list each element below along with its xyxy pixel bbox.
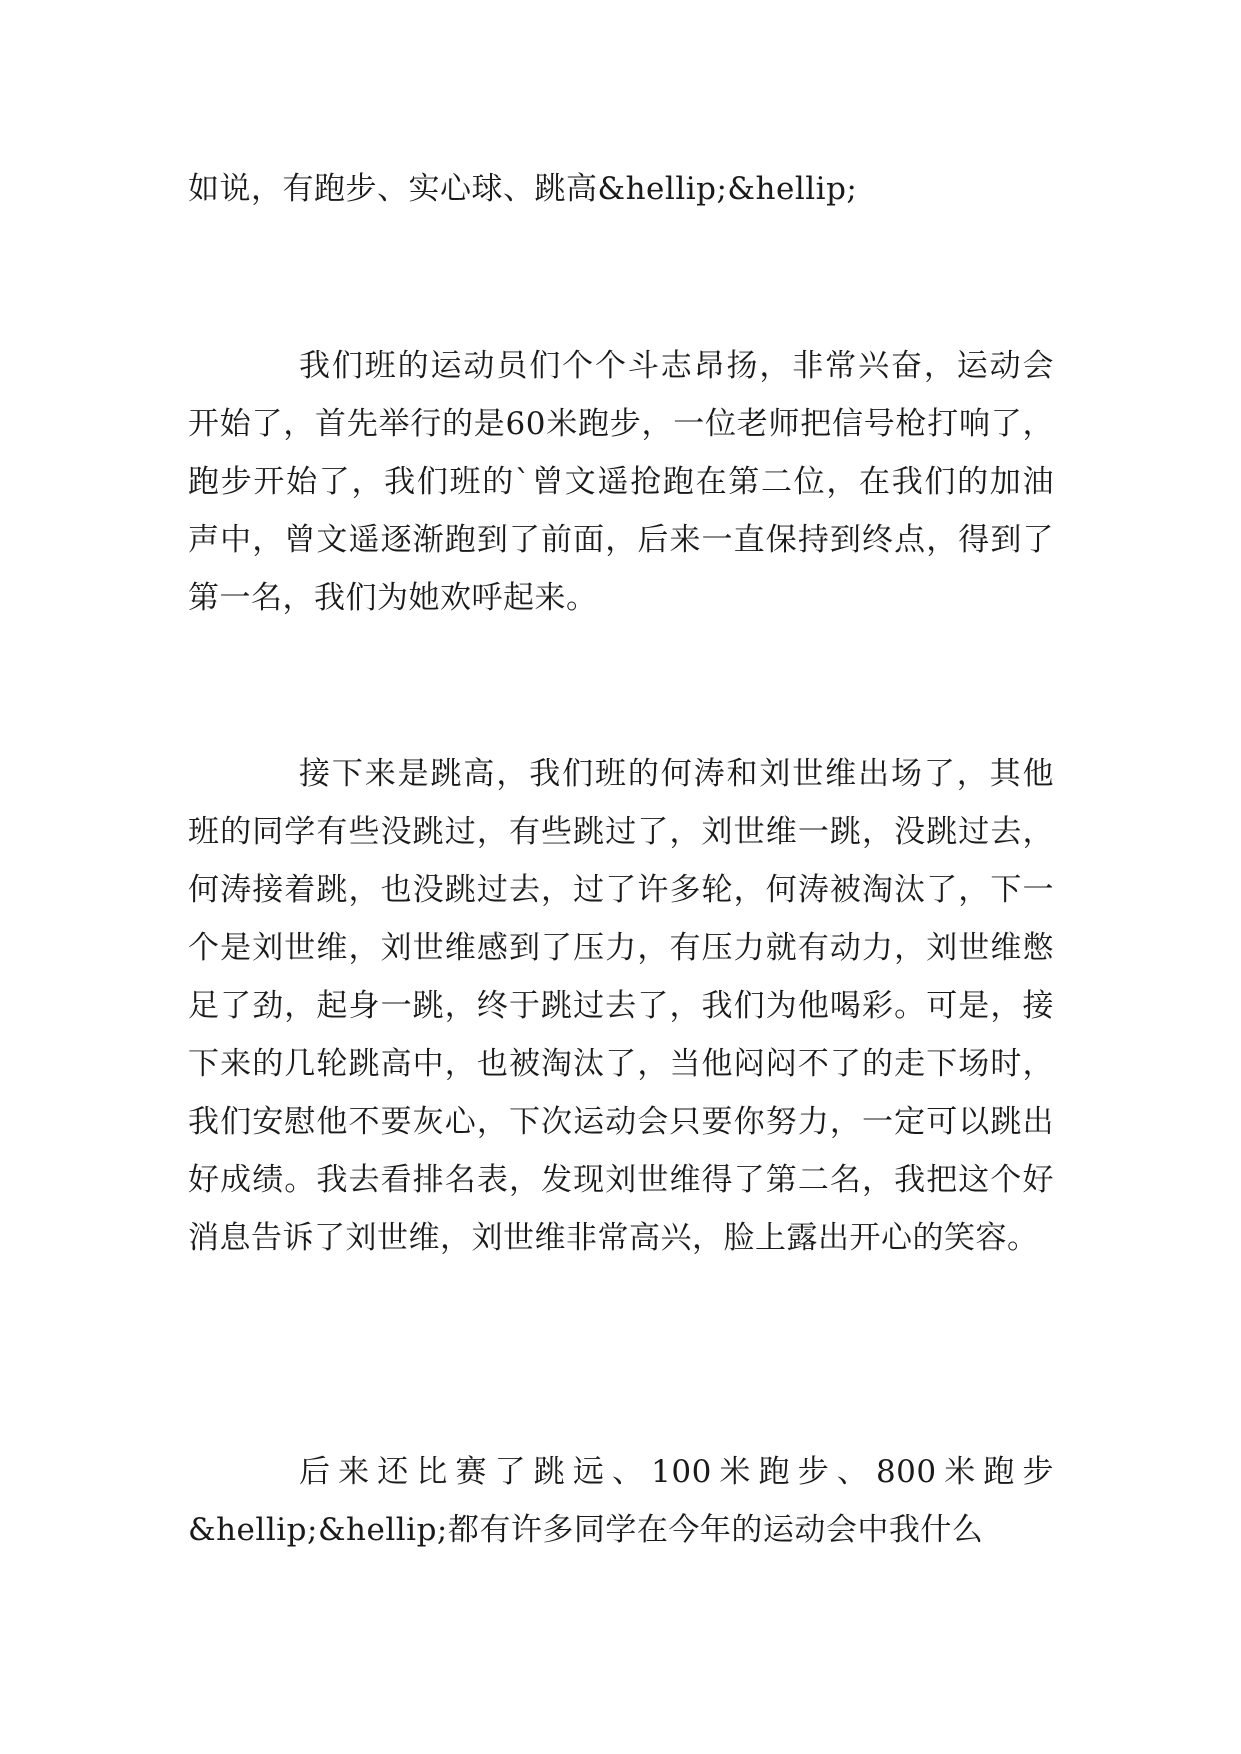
paragraph-intro-continuation: 如说，有跑步、实心球、跳高&hellip;&hellip; — [188, 171, 858, 207]
paragraph-60m-race: 我们班的运动员们个个斗志昂扬，非常兴奋，运动会开始了，首先举行的是60米跑步，一位老师把信号枪打响了，跑步开始了，我们班的`曾文遥抢跑在第二位，在我们的加油声中，曾文遥逐渐跑到了前面，后来一直保持到终点，得到了第一名，我们为她欢呼起来。 — [188, 348, 1054, 616]
paragraph-other-events: 后来还比赛了跳远、100米跑步、800米跑步&hellip;&hellip;都有许多同学在今年的运动会中我什么 — [188, 1454, 1054, 1548]
paragraph-high-jump: 接下来是跳高，我们班的何涛和刘世维出场了，其他班的同学有些没跳过，有些跳过了，刘世维一跳，没跳过去，何涛接着跳，也没跳过去，过了许多轮，何涛被淘汰了，下一个是刘世维，刘世维感到了压力，有压力就有动力，刘世维憋足了劲，起身一跳，终于跳过去了，我们为他喝彩。可是，接下来的几轮跳高中，也被淘汰了，当他闷闷不了的走下场时，我们安慰他不要灰心，下次运动会只要你努力，一定可以跳出好成绩。我去看排名表，发现刘世维得了第二名，我把这个好消息告诉了刘世维，刘世维非常高兴，脸上露出开心的笑容。 — [188, 756, 1054, 1256]
